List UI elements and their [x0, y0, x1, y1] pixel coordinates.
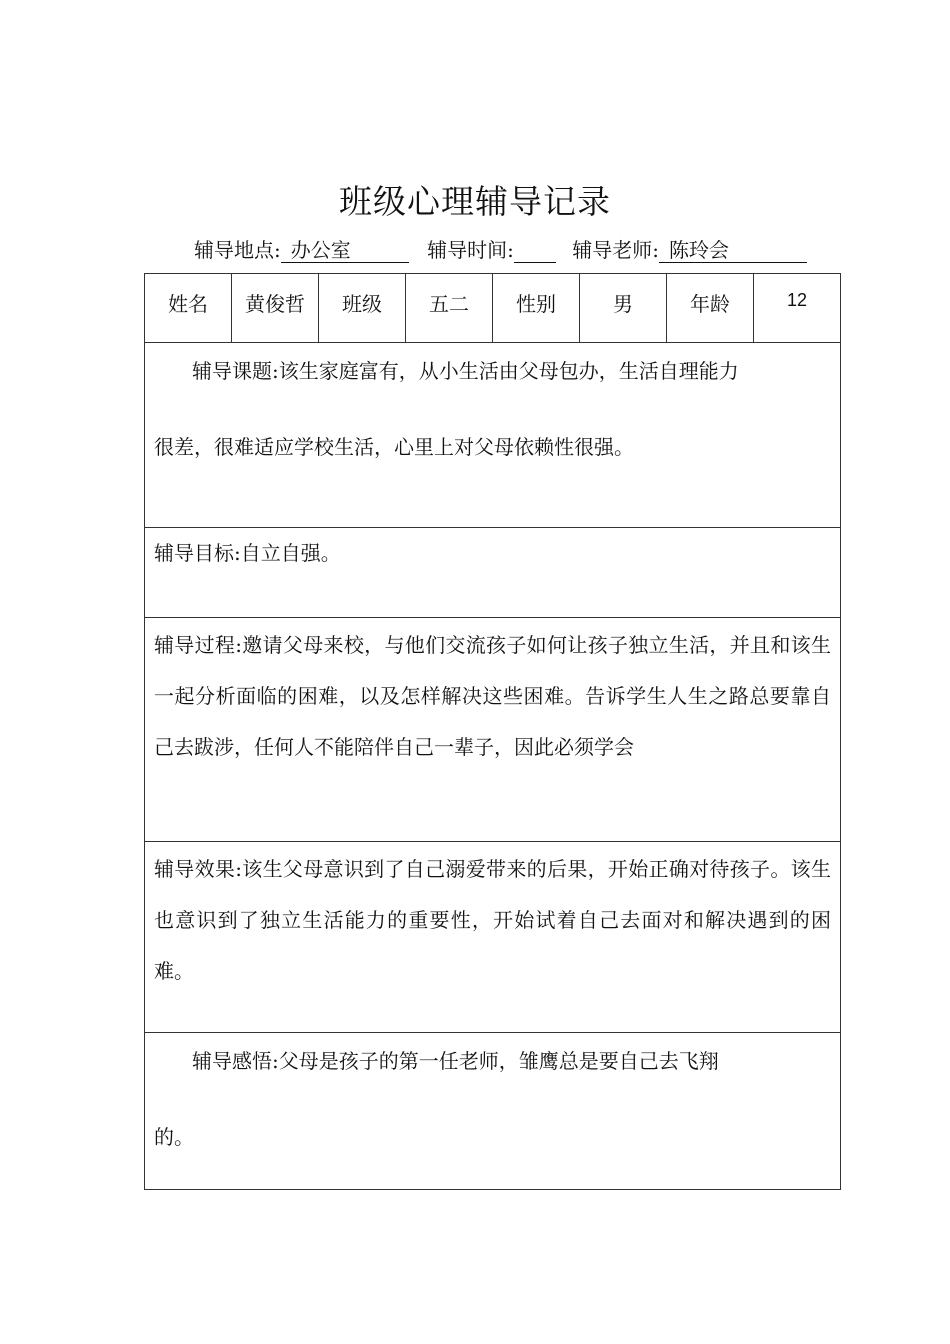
feeling-text — [145, 1033, 840, 1175]
process-row — [145, 618, 841, 842]
time-label: 辅导时间: — [427, 238, 514, 262]
time-field — [514, 238, 556, 263]
teacher-label: 辅导老师: — [572, 238, 659, 262]
effect-cell — [145, 842, 841, 1033]
age-label: 年龄 — [667, 274, 754, 343]
counseling-record-table — [144, 273, 841, 1190]
place-label: 辅导地点: — [194, 238, 281, 262]
class-value: 五二 — [406, 274, 493, 343]
topic-line-1: 辅导课题:该生家庭富有，从小生活由父母包办，生活自理能力 — [192, 359, 739, 383]
age-value: 12 — [754, 274, 841, 343]
topic-line-2: 很差，很难适应学校生活，心里上对父母依赖性很强。 — [154, 435, 634, 459]
name-label: 姓名 — [145, 274, 232, 343]
goal-text: 辅导目标:自立自强。 — [154, 541, 341, 565]
process-cell — [145, 618, 841, 842]
place-value: 办公室 — [290, 238, 351, 262]
topic-text — [145, 343, 840, 485]
place-field — [281, 238, 409, 263]
teacher-field — [659, 238, 807, 263]
class-label: 班级 — [319, 274, 406, 343]
record-meta-line — [194, 235, 807, 265]
goal-row — [145, 528, 841, 618]
feeling-cell — [145, 1033, 841, 1190]
teacher-value: 陈玲会 — [668, 238, 729, 262]
topic-row — [145, 343, 841, 528]
time-value — [514, 238, 524, 262]
feeling-row — [145, 1033, 841, 1190]
effect-row — [145, 842, 841, 1033]
gender-label: 性别 — [493, 274, 580, 343]
effect-text: 辅导效果:该生父母意识到了自己溺爱带来的后果，开始正确对待孩子。该生也意识到了独立生活能力的重要性，开始试着自己去面对和解决遇到的困难。 — [154, 857, 831, 983]
gender-value: 男 — [580, 274, 667, 343]
process-text: 辅导过程:邀请父母来校，与他们交流孩子如何让孩子独立生活，并且和该生一起分析面临的困难，以及怎样解决这些困难。告诉学生人生之路总要靠自己去跋涉，任何人不能陪伴自己一辈子，因此必须学会 — [154, 633, 831, 759]
feeling-line-2: 的。 — [154, 1125, 194, 1149]
page-title: 班级心理辅导记录 — [339, 182, 611, 221]
topic-cell — [145, 343, 841, 528]
name-value: 黄俊哲 — [232, 274, 319, 343]
feeling-line-1: 辅导感悟:父母是孩子的第一任老师，雏鹰总是要自己去飞翔 — [192, 1049, 719, 1073]
goal-cell — [145, 528, 841, 618]
